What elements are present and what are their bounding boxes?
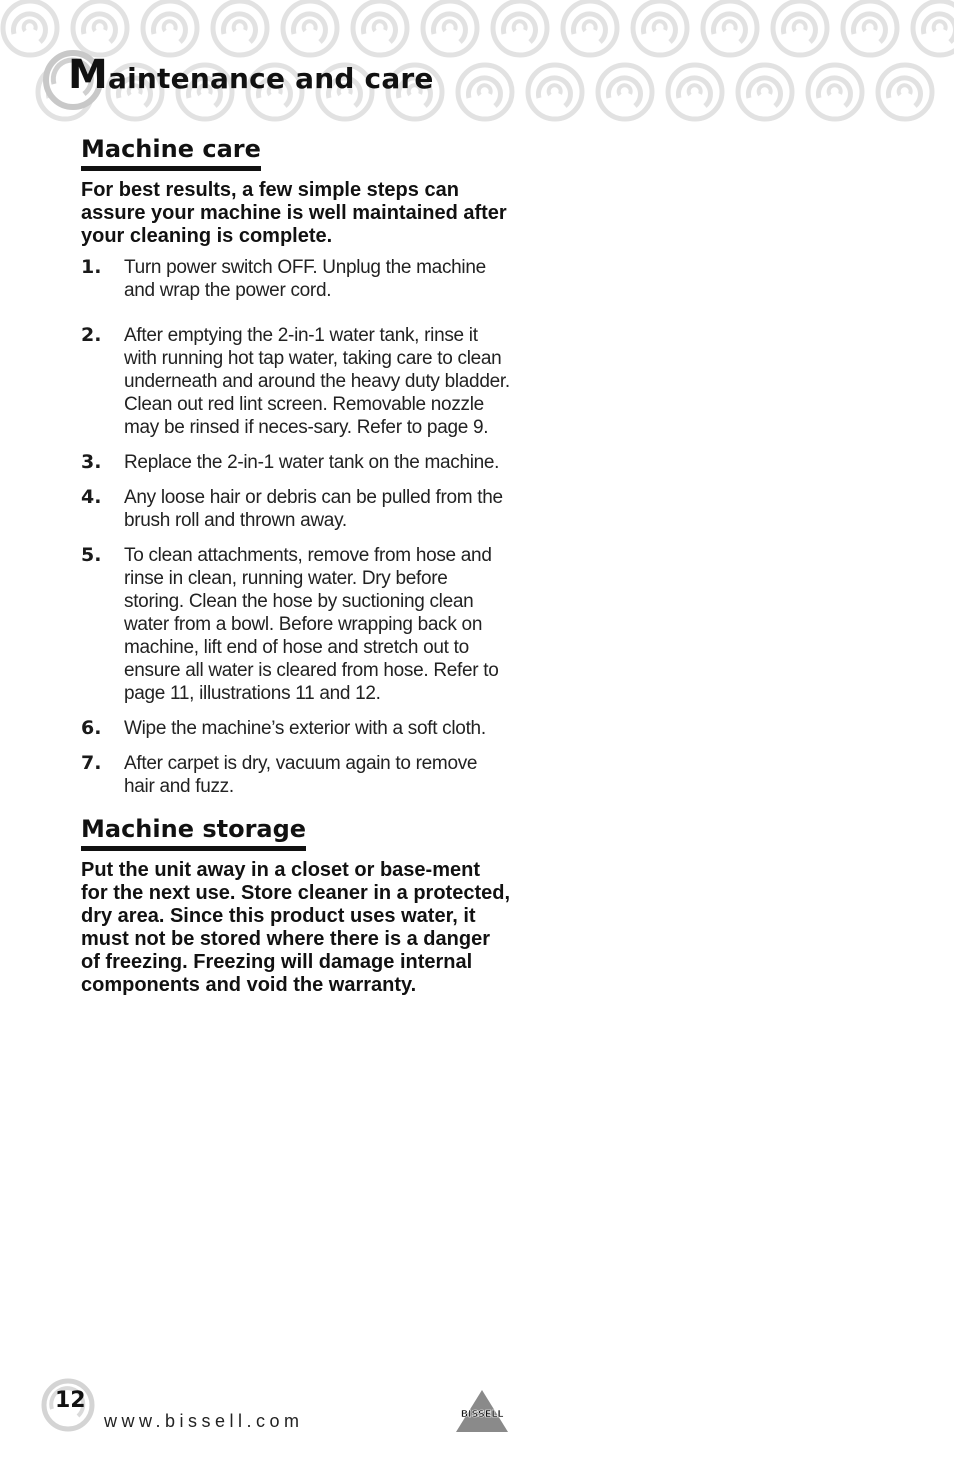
section-heading-machine-storage: Machine storage bbox=[81, 814, 306, 851]
step-number: 1. bbox=[81, 256, 102, 278]
step-text: Turn power switch OFF. Unplug the machine and wrap the power cord. bbox=[124, 257, 486, 301]
list-item bbox=[81, 544, 511, 705]
bissell-logo bbox=[448, 1388, 518, 1434]
step-number: 6. bbox=[81, 717, 102, 739]
list-item bbox=[81, 717, 511, 740]
list-item bbox=[81, 752, 511, 798]
step-text: Replace the 2-in-1 water tank on the machine. bbox=[124, 452, 500, 473]
list-item bbox=[81, 486, 511, 532]
machine-care-intro: For best results, a few simple steps can assure your machine is well maintained after your cleaning is complete. bbox=[81, 179, 507, 247]
machine-storage-body: Put the unit away in a closet or base-ment for the next use. Store cleaner in a protected, dry area. Since this product uses water, it must not be stored where there is a danger of freezing. Freezing will damage internal components and void the warranty. bbox=[81, 859, 511, 996]
list-item bbox=[81, 451, 511, 474]
page-title: Maintenance and care bbox=[68, 52, 434, 98]
website-url: www.bissell.com bbox=[104, 1411, 304, 1431]
step-number: 2. bbox=[81, 324, 102, 346]
step-text: Wipe the machine’s exterior with a soft cloth. bbox=[124, 718, 486, 739]
svg-text:BISSELL: BISSELL bbox=[460, 1409, 504, 1420]
step-number: 7. bbox=[81, 752, 102, 774]
page-number: 12 bbox=[55, 1388, 86, 1413]
step-number: 5. bbox=[81, 544, 102, 566]
step-number: 4. bbox=[81, 486, 102, 508]
step-text: After emptying the 2-in-1 water tank, rinse it with running hot tap water, taking care to clean underneath and around the heavy duty bladder. Clean out red lint screen. Removable nozzle may be rinsed if neces-sary. Refer to page 9. bbox=[124, 325, 510, 438]
machine-storage-section bbox=[81, 814, 511, 997]
step-text: After carpet is dry, vacuum again to remove hair and fuzz. bbox=[124, 753, 478, 797]
step-number: 3. bbox=[81, 451, 102, 473]
main-content bbox=[81, 134, 511, 1005]
step-text: To clean attachments, remove from hose and rinse in clean, running water. Dry before storing. Clean the hose by suctioning clean water from a bowl. Before wrapping back on machine, lift end of hose and stretch out to ensure all water is cleared from hose. Refer to page 11, illustrations 11 and 12. bbox=[124, 545, 499, 704]
section-heading-machine-care: Machine care bbox=[81, 134, 261, 171]
step-text: Any loose hair or debris can be pulled from the brush roll and thrown away. bbox=[124, 487, 503, 531]
list-item bbox=[81, 256, 511, 302]
list-item bbox=[81, 324, 511, 439]
machine-care-steps bbox=[81, 256, 511, 798]
